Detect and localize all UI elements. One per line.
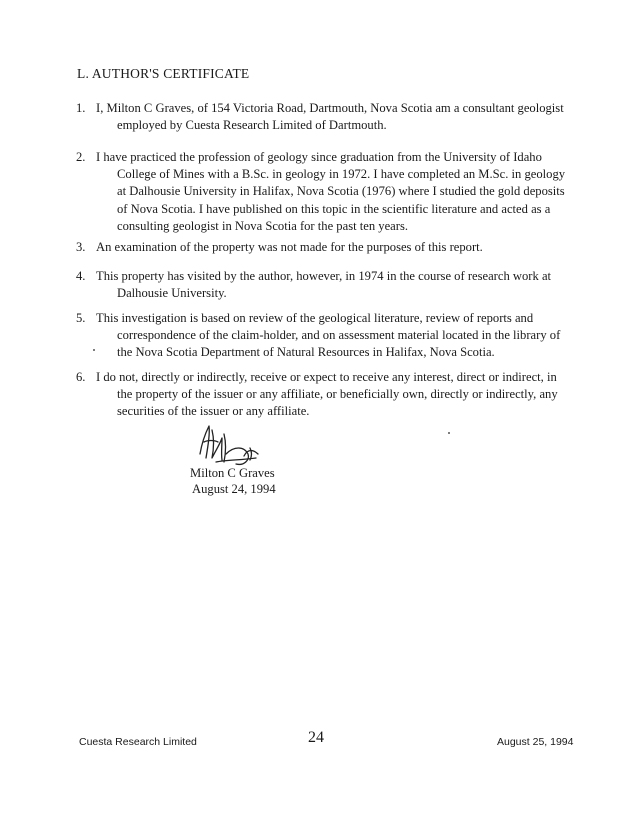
signatory-name: Milton C Graves: [190, 466, 275, 480]
scan-speck: [448, 432, 450, 434]
certificate-item-6: [76, 369, 566, 421]
scan-speck: [93, 349, 95, 351]
certificate-item-5: [76, 310, 566, 362]
item-number: 3.: [76, 240, 86, 254]
footer-company: Cuesta Research Limited: [79, 736, 197, 748]
item-number: 6.: [76, 370, 86, 384]
certificate-item-3: [76, 239, 566, 256]
footer-page-number: 24: [308, 729, 324, 746]
item-number: 4.: [76, 269, 86, 283]
certificate-item-4: [76, 268, 566, 302]
item-text: This investigation is based on review of the geological literature, review of reports and correspondence of the claim-holder, and on assessment material located in the library of the Nova Scotia Department of Natural Resources in Halifax, Nova Scotia.: [96, 311, 561, 360]
item-text: An examination of the property was not made for the purposes of this report.: [96, 240, 483, 254]
certificate-item-1: [76, 100, 566, 134]
footer-date: August 25, 1994: [497, 736, 574, 748]
certificate-item-2: [76, 149, 566, 235]
item-number: 2.: [76, 150, 86, 164]
item-text: I do not, directly or indirectly, receive or expect to receive any interest, direct or indirect, in the property of the issuer or any affiliate, or beneficially own, directly or indirectly, any securities of the issuer or any affiliate.: [96, 370, 558, 419]
signature-block: [186, 424, 326, 494]
item-number: 5.: [76, 311, 86, 325]
signature-date: August 24, 1994: [192, 482, 276, 496]
item-text: This property has visited by the author, however, in 1974 in the course of research work at Dalhousie University.: [96, 269, 552, 301]
item-number: 1.: [76, 101, 86, 115]
section-heading: L. AUTHOR'S CERTIFICATE: [77, 66, 250, 81]
item-text: I have practiced the profession of geology since graduation from the University of Idaho College of Mines with a B.Sc. in geology in 1972. I have completed an M.Sc. in geology at Dalhousie University in Halifax, Nova Scotia (1976) where I studied the gold deposits of Nova Scotia. I have published on this topic in the scientific literature and acted as a consulting geologist in Nova Scotia for the past ten years.: [96, 150, 566, 233]
item-text: I, Milton C Graves, of 154 Victoria Road, Dartmouth, Nova Scotia am a consultant geologist employed by Cuesta Research Limited of Dartmouth.: [96, 101, 564, 133]
